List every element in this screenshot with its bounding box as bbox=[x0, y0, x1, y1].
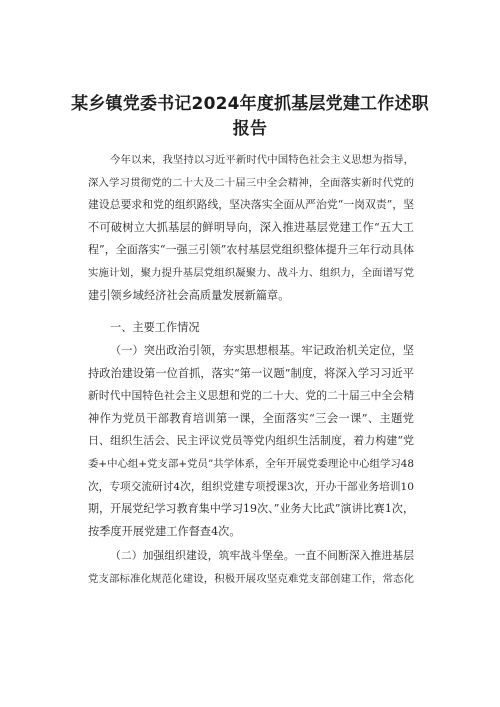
intro-line: 不可破树立大抓基层的鲜明导向，深入推进基层党建工作“五大工 bbox=[88, 220, 414, 234]
document-title-line-2: 报告 bbox=[232, 119, 268, 139]
item-2-line: （二）加强组织建设，筑牢战斗堡垒。一直不间断深入推进基层 bbox=[110, 549, 414, 562]
item-1-line: 持政治建设第一位首抓，落实“第一议题”制度，将深入学习习近平 bbox=[88, 366, 414, 380]
document-title-line-1: 某乡镇党委书记2024年度抓基层党建工作述职 bbox=[71, 94, 429, 114]
item-1-line: 期，开展党纪学习教育集中学习19次、”业务大比武”演讲比赛1次， bbox=[88, 502, 414, 516]
section-heading-main-work: 一、主要工作情况 bbox=[110, 321, 200, 334]
item-2-line: 党支部标准化规范化建设，积极开展攻坚克难党支部创建工作，常态化 bbox=[88, 572, 414, 585]
intro-line: 建引领乡域经济社会高质量发展新篇章。 bbox=[88, 288, 290, 302]
intro-line: 深入学习贯彻党的二十大及二十届三中全会精神，全面落实新时代党的 bbox=[88, 176, 414, 189]
intro-line: 建设总要求和党的组织路线，坚决落实全面从严治党“一岗双责”，坚 bbox=[88, 198, 414, 212]
intro-line: 今年以来，我坚持以习近平新时代中国特色社会主义思想为指导， bbox=[110, 154, 414, 166]
item-1-line: 日、组织生活会、民主评议党员等党内组织生活制度，着力构建“党 bbox=[88, 434, 414, 448]
item-1-line: （一）突出政治引领，夯实思想根基。牢记政治机关定位，坚 bbox=[110, 344, 414, 357]
item-1-line: 按季度开展党建工作督查4次。 bbox=[88, 524, 241, 538]
item-2-paragraph bbox=[88, 545, 414, 590]
item-1-line: 新时代中国特色社会主义思想和党的二十大、党的二十届三中全会精 bbox=[88, 389, 414, 403]
intro-paragraph bbox=[88, 149, 414, 307]
intro-line: 程”，全面落实“一强三引领”农村基层党组织整体提升三年行动具体 bbox=[88, 243, 414, 257]
item-1-line: 神作为党员干部教育培训第一课，全面落实“三会一课”、主题党 bbox=[88, 411, 414, 425]
item-1-line: 委+中心组+党支部+党员”共学体系，全年开展党委理论中心组学习48 bbox=[88, 457, 414, 470]
item-1-paragraph bbox=[88, 340, 414, 543]
intro-line: 实施计划，聚力提升基层党组织凝聚力、战斗力、组织力，全面谱写党 bbox=[88, 266, 414, 279]
item-1-line: 次，专项交流研讨4次，组织党建专项授课3次，开办干部业务培训10 bbox=[88, 480, 414, 493]
